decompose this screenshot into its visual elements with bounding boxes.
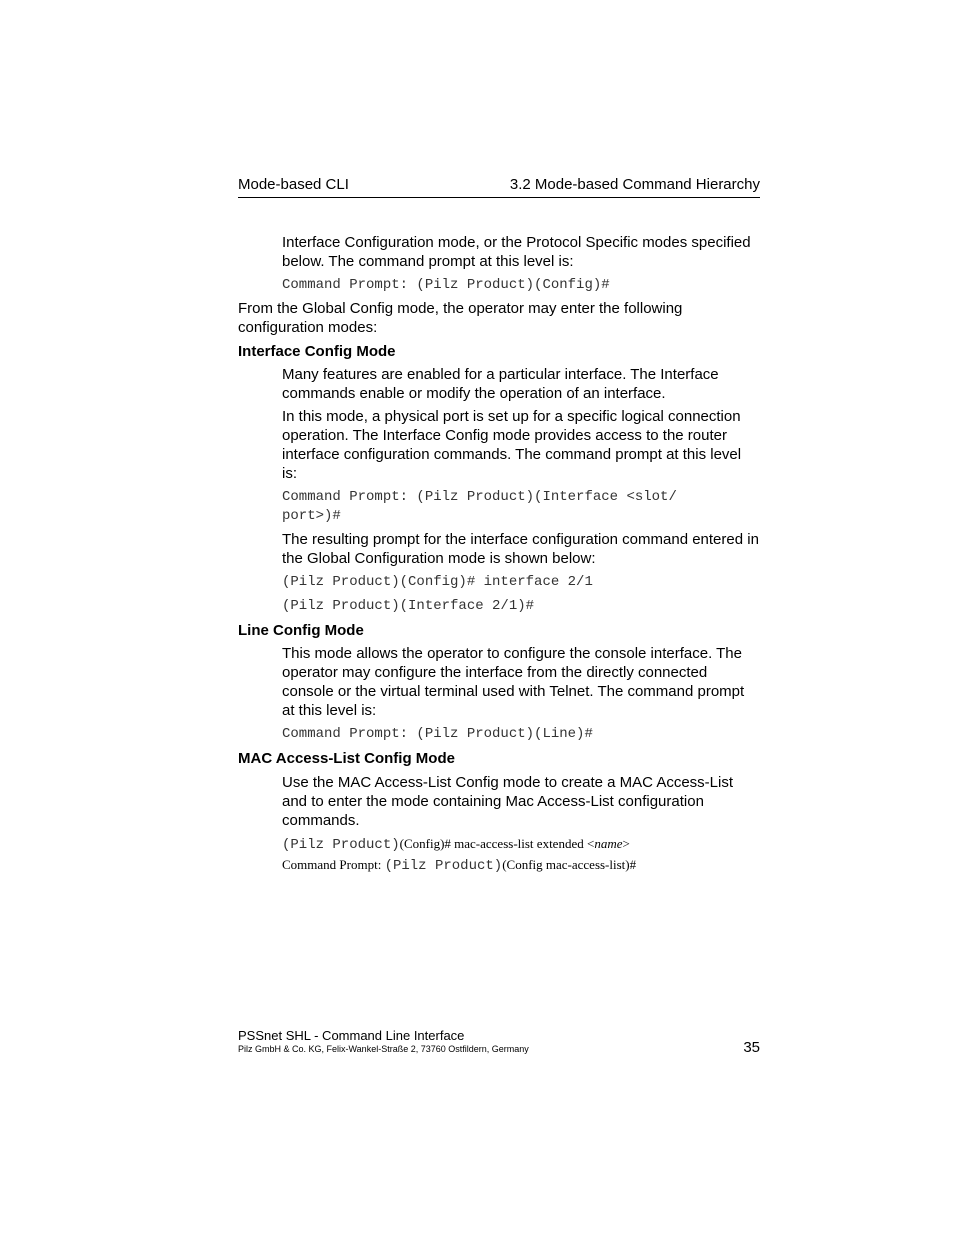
mac-acl-cmd-end: > xyxy=(622,836,630,851)
header-rule xyxy=(238,197,760,198)
interface-config-p2: In this mode, a physical port is set up for a specific logical connection operation. The Interface Config mode provides access to the router interface configuration commands. The command prompt at this level is: xyxy=(282,408,742,482)
page-body xyxy=(238,233,760,876)
interface-config-heading: Interface Config Mode xyxy=(238,343,396,360)
footer-title: PSSnet SHL - Command Line Interface xyxy=(238,1028,465,1043)
mac-acl-prompt-end: (Config mac-access-list)# xyxy=(502,857,637,872)
running-header-right: 3.2 Mode-based Command Hierarchy xyxy=(509,176,760,193)
interface-config-p1: Many features are enabled for a particular interface. The Interface commands enable or modify the operation of an interface. xyxy=(282,366,719,402)
config-prompt: Command Prompt: (Pilz Product)(Config)# xyxy=(282,277,610,293)
mac-acl-prompt-text: Command Prompt: xyxy=(282,857,385,872)
interface-config-p3: The resulting prompt for the interface configuration command entered in the Global Configuration mode is shown below: xyxy=(282,531,759,567)
interface-example-2: (Pilz Product)(Interface 2/1)# xyxy=(282,598,535,614)
footer-address: Pilz GmbH & Co. KG, Felix-Wankel-Straße 2, 73760 Ostfildern, Germany xyxy=(238,1044,529,1054)
mac-acl-prompt-line xyxy=(282,855,760,876)
page-number: 35 xyxy=(743,1039,760,1056)
intro-paragraph: Interface Configuration mode, or the Protocol Specific modes specified below. The command prompt at this level is: xyxy=(282,234,751,270)
mac-acl-prompt-mono: (Pilz Product) xyxy=(384,858,503,874)
mac-acl-cmd-name: name xyxy=(594,836,623,851)
running-header-left: Mode-based CLI xyxy=(238,176,349,193)
mac-acl-cmd-text: (Config)# mac-access-list extended < xyxy=(399,836,595,851)
interface-prompt-line1: Command Prompt: (Pilz Product)(Interface <slot/ xyxy=(282,489,677,505)
mac-acl-cmd-mono: (Pilz Product) xyxy=(282,837,400,853)
interface-prompt-line2: port>)# xyxy=(282,508,341,524)
global-config-paragraph: From the Global Config mode, the operator may enter the following configuration modes: xyxy=(238,300,683,336)
line-config-heading: Line Config Mode xyxy=(238,622,364,639)
mac-acl-p1: Use the MAC Access-List Config mode to create a MAC Access-List and to enter the mode containing Mac Access-List configuration commands. xyxy=(282,774,734,829)
line-prompt: Command Prompt: (Pilz Product)(Line)# xyxy=(282,726,593,742)
mac-acl-heading: MAC Access-List Config Mode xyxy=(238,750,455,767)
line-config-p1: This mode allows the operator to configure the console interface. The operator may configure the interface from the directly connected console or the virtual terminal used with Telnet. The command prompt at this level is: xyxy=(282,645,745,719)
mac-acl-command-line xyxy=(282,834,760,855)
interface-example-1: (Pilz Product)(Config)# interface 2/1 xyxy=(282,574,593,590)
